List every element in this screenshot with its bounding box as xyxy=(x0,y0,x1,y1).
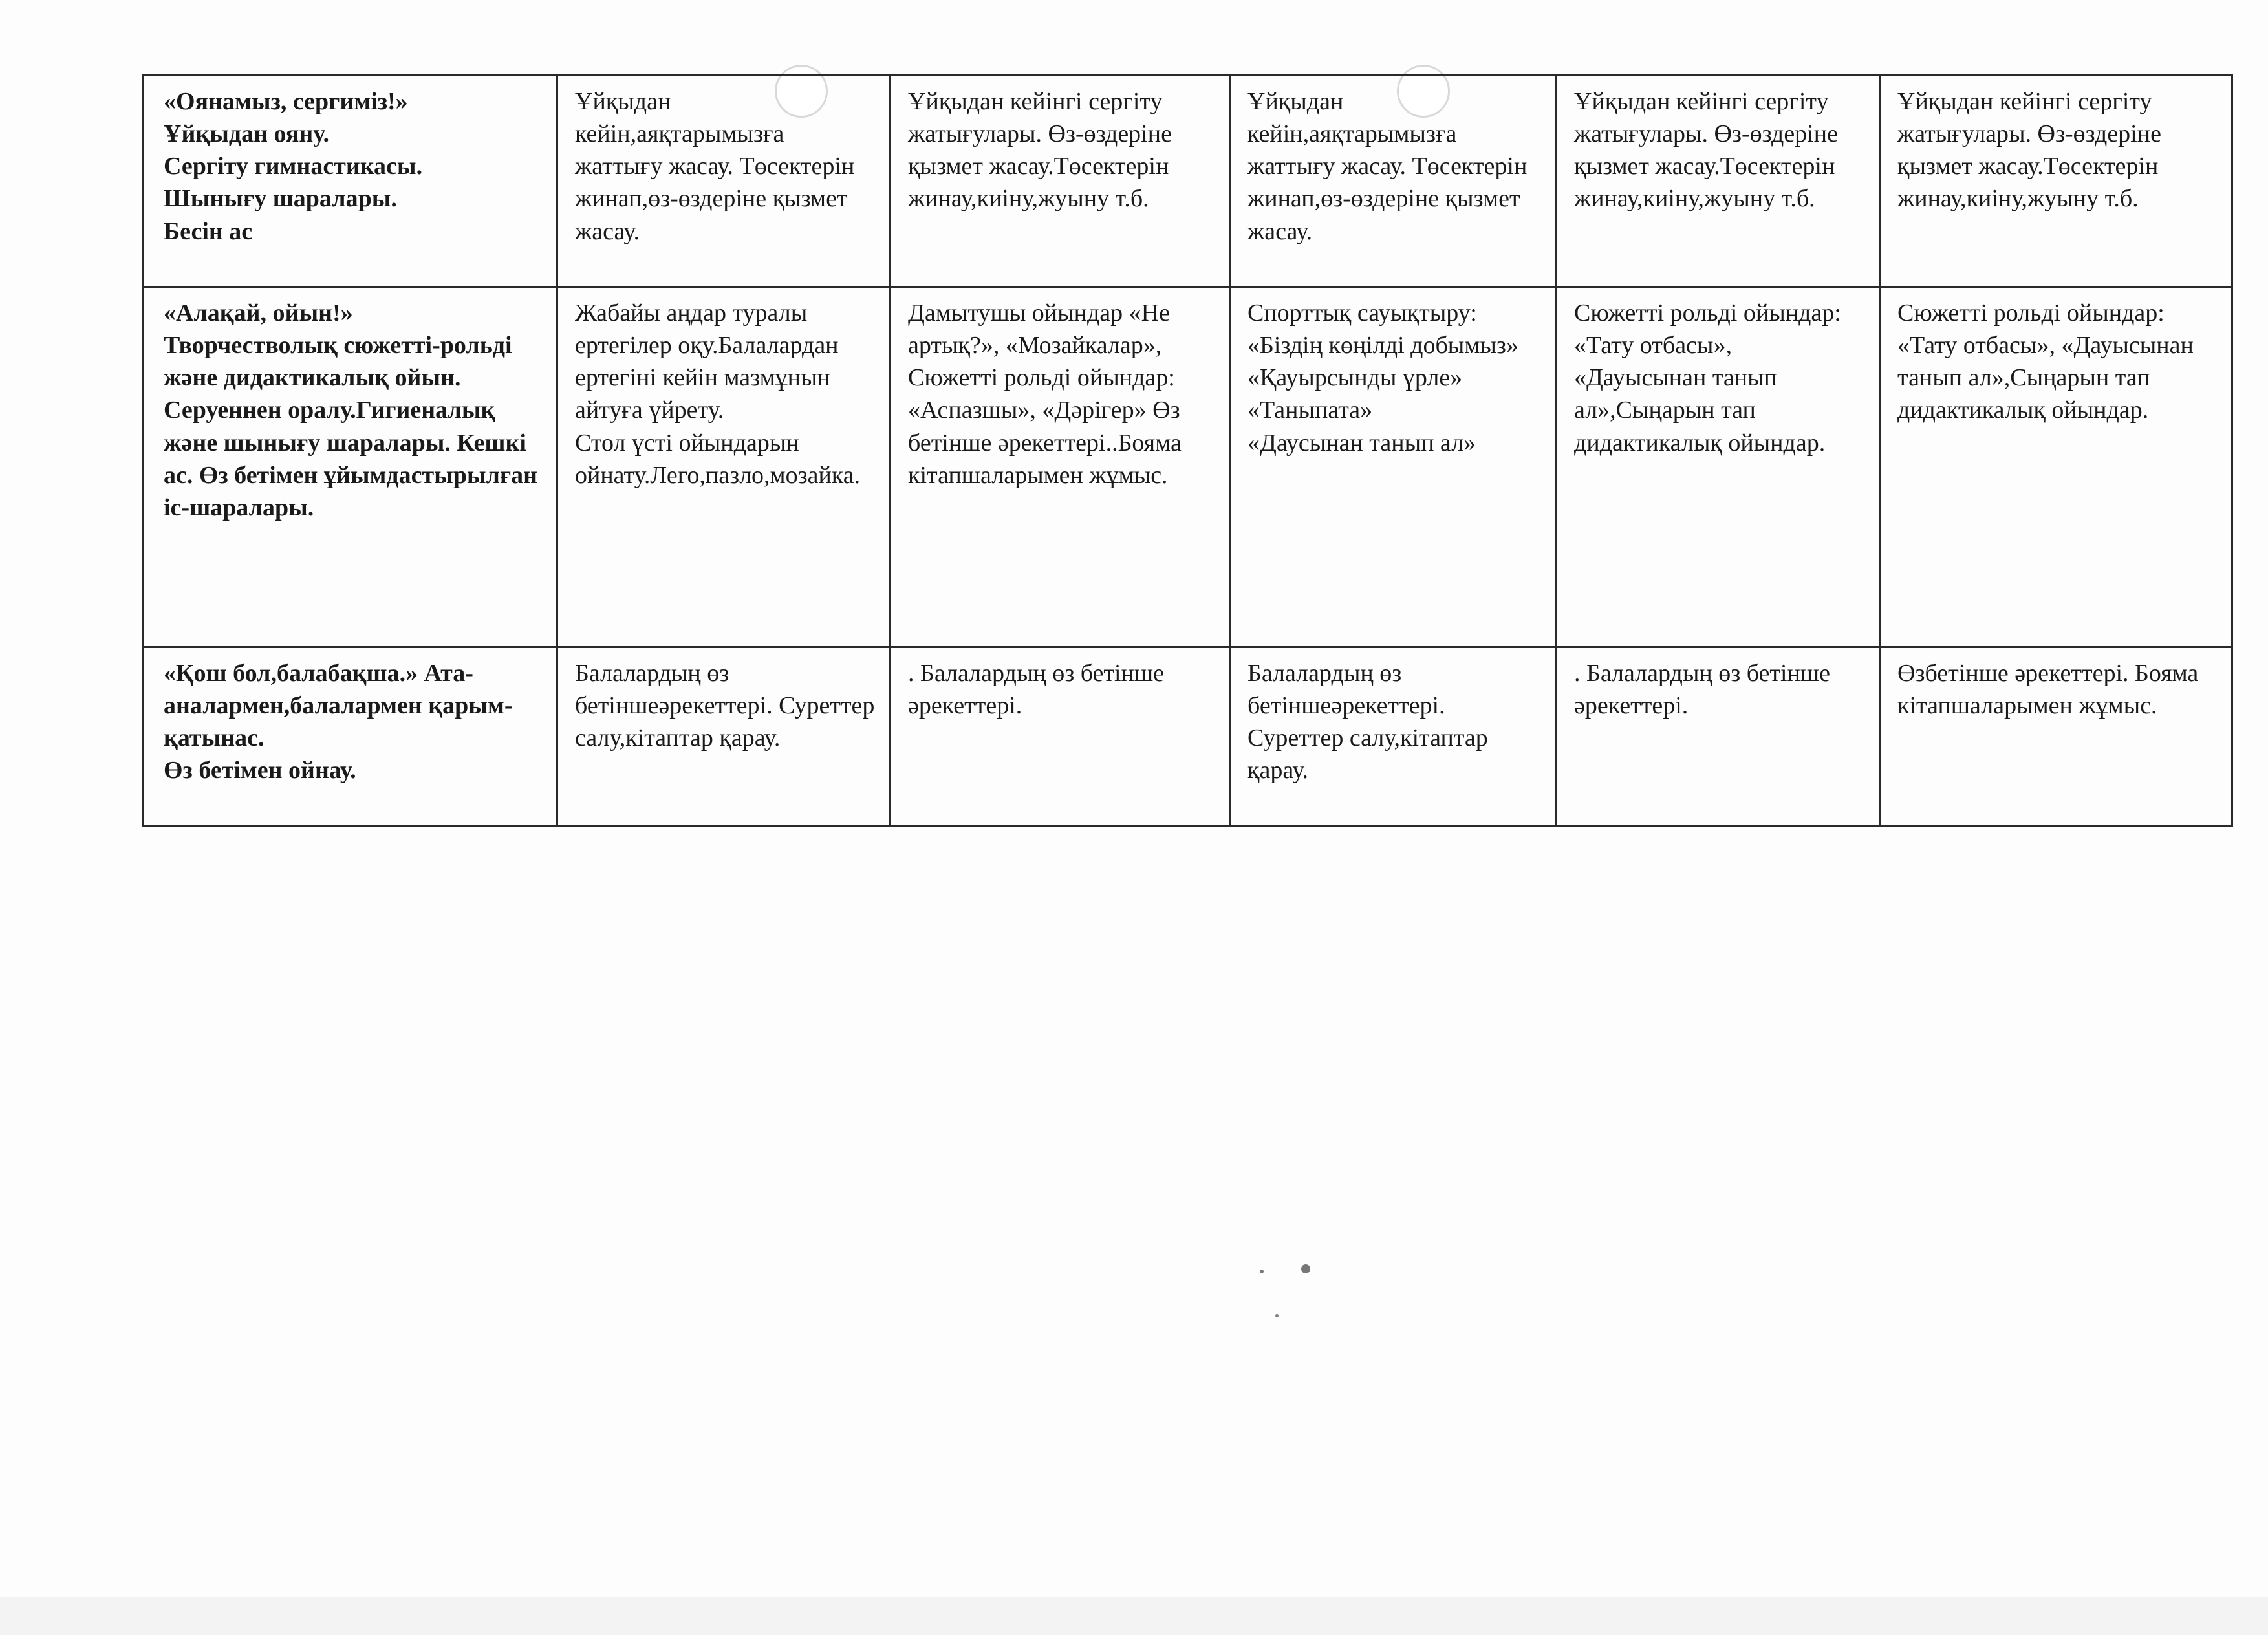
row-heading: «Алақай, ойын!» Творчестволық сюжетті-рольді және дидактикалық ойын. Серуеннен оралу.Гигиеналық және шынығу шаралары. Кешкі ас. Өз бетімен ұйымдастырылған іс-шаралары. xyxy=(144,287,557,647)
table-cell: Ұйқыдан кейінгі сергіту жатығулары. Өз-өздеріне қызмет жасау.Төсектерін жинау,киіну,жуыну т.б. xyxy=(1557,76,1880,287)
table-cell: Ұйқыдан кейінгі сергіту жатығулары. Өз-өздеріне қызмет жасау.Төсектерін жинау,киіну,жуыну т.б. xyxy=(1880,76,2232,287)
table-cell: Балалардың өз бетіншеәрекеттері. Суреттер салу,кітаптар қарау. xyxy=(557,647,891,827)
table-cell: Ұйқыдан кейін,аяқтарымызға жаттығу жасау. Төсектерін жинап,өз-өздеріне қызмет жасау. xyxy=(557,76,891,287)
table-cell: Дамытушы ойындар «Не артық?», «Мозайкалар», Сюжетті рольді ойындар: «Аспазшы», «Дәрігер» Өз бетінше әрекеттері..Бояма кітапшаларымен жұмыс. xyxy=(891,287,1230,647)
row-heading: «Оянамыз, сергиміз!» Ұйқыдан ояну. Сергіту гимнастикасы. Шынығу шаралары. Бесін ас xyxy=(144,76,557,287)
table-cell: Сюжетті рольді ойындар: «Тату отбасы», «Дауысынан танып ал»,Сыңарын тап дидактикалық ойындар. xyxy=(1557,287,1880,647)
table-cell: Балалардың өз бетіншеәрекеттері. Суреттер салу,кітаптар қарау. xyxy=(1230,647,1557,827)
table-cell: Ұйқыдан кейін,аяқтарымызға жаттығу жасау. Төсектерін жинап,өз-өздеріне қызмет жасау. xyxy=(1230,76,1557,287)
table-cell: . Балалардың өз бетінше әрекеттері. xyxy=(1557,647,1880,827)
table-row xyxy=(144,287,2232,647)
scan-speck xyxy=(1260,1270,1264,1273)
scan-speck xyxy=(1275,1314,1279,1317)
schedule-table xyxy=(142,74,2233,827)
table-cell: Өзбетінше әрекеттері. Бояма кітапшаларымен жұмыс. xyxy=(1880,647,2232,827)
table-cell: Спорттық сауықтыру: «Біздің көңілді добымыз» «Қауырсынды үрле» «Таныпата» «Даусынан танып ал» xyxy=(1230,287,1557,647)
scan-bottom-edge xyxy=(0,1597,2268,1635)
table-row xyxy=(144,76,2232,287)
scan-speck xyxy=(1301,1264,1310,1273)
table-cell: Сюжетті рольді ойындар: «Тату отбасы», «Дауысынан танып ал»,Сыңарын тап дидактикалық ойындар. xyxy=(1880,287,2232,647)
row-heading: «Қош бол,балабақша.» Ата-аналармен,балалармен қарым-қатынас. Өз бетімен ойнау. xyxy=(144,647,557,827)
table-cell: Ұйқыдан кейінгі сергіту жатығулары. Өз-өздеріне қызмет жасау.Төсектерін жинау,киіну,жуыну т.б. xyxy=(891,76,1230,287)
table-row xyxy=(144,647,2232,827)
table-cell: . Балалардың өз бетінше әрекеттері. xyxy=(891,647,1230,827)
table-cell: Жабайы аңдар туралы ертегілер оқу.Балалардан ертегіні кейін мазмұнын айтуға үйрету. Стол үсті ойындарын ойнату.Лего,пазло,мозайка. xyxy=(557,287,891,647)
